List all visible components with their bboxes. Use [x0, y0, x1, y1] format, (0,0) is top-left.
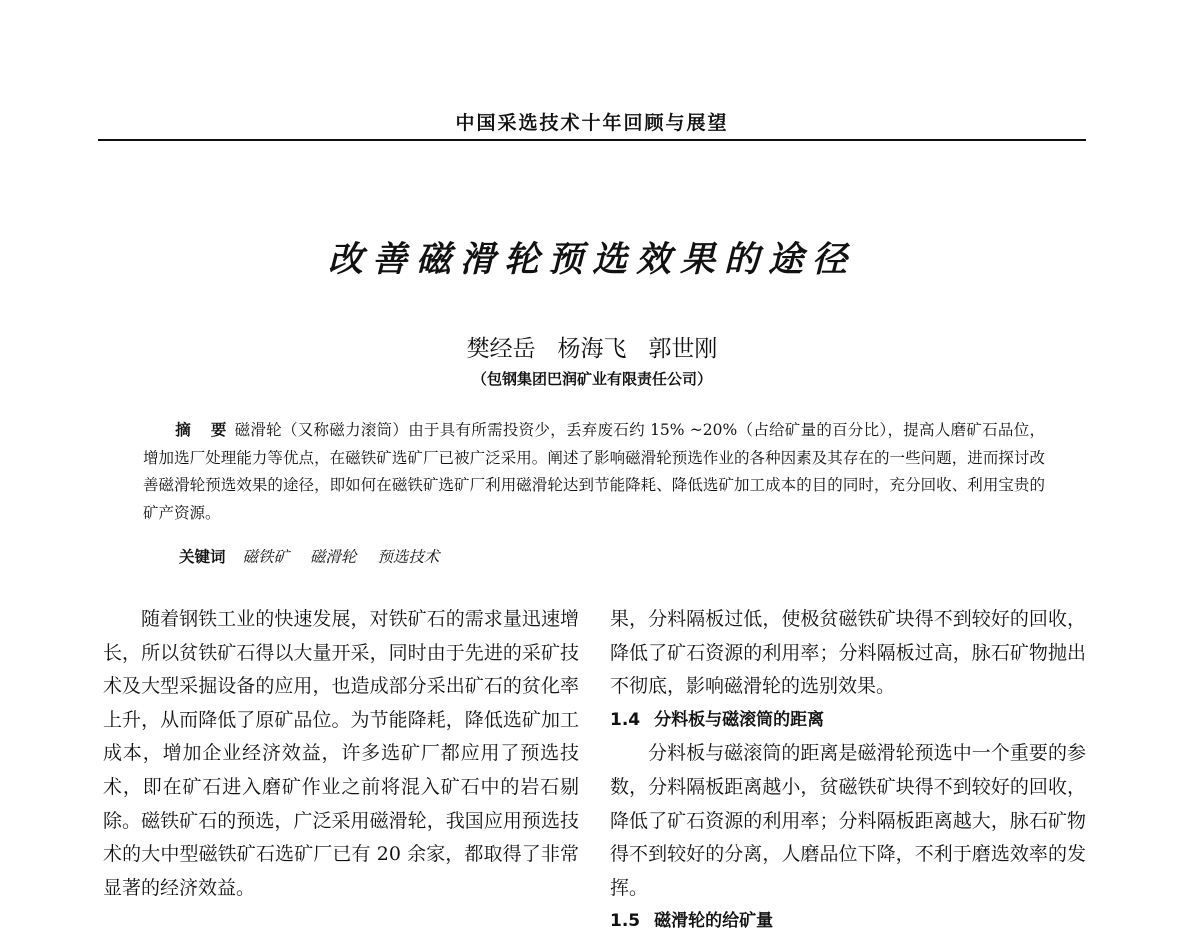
article-title: 改善磁滑轮预选效果的途径: [327, 239, 856, 280]
body-paragraph: 随着钢铁工业的快速发展，对铁矿石的需求量迅速增长，所以贫铁矿石得以大量开采，同时由于先进的采矿技术及大型采掘设备的应用，也造成部分采出矿石的贫化率上升，从而降低了原矿品位。为节能降耗，降低选矿加工成本，增加企业经济效益，许多选矿厂都应用了预选技术，即在矿石进入磨矿作业之前将混入矿石中的岩石剔除。磁铁矿石的预选，广泛采用磁滑轮，我国应用预选技术的大中型磁铁矿石选矿厂已有 20 余家，都取得了非常显著的经济效益。: [103, 608, 579, 899]
body-column-right: [610, 603, 1086, 939]
section-title: 磁滑轮的给矿量: [654, 911, 774, 932]
section-number: 1.4: [610, 709, 641, 730]
body-paragraph-continued: 果，分料隔板过低，使极贫磁铁矿块得不到较好的回收，降低了矿石资源的利用率；分料隔板过高，脉石矿物抛出不彻底，影响磁滑轮的选别效果。: [610, 608, 1086, 698]
keyword-item: 预选技术: [377, 548, 440, 566]
body-paragraph: 分料板与磁滚筒的距离是磁滑轮预选中一个重要的参数，分料隔板距离越小，贫磁铁矿块得不到较好的回收，降低了矿石资源的利用率；分料隔板距离越大，脉石矿物得不到较好的分离，人磨品位下降，不利于磨选效率的发挥。: [610, 742, 1086, 899]
abstract-block: [143, 416, 1045, 527]
body-column-left: [103, 603, 579, 905]
author-list: 樊经岳 杨海飞 郭世刚: [466, 336, 718, 362]
section-heading-1-5: [610, 905, 1086, 939]
section-heading-1-4: [610, 704, 1086, 738]
author-affiliation: （包钢集团巴润矿业有限责任公司）: [471, 370, 712, 388]
section-title: 分料板与磁滚筒的距离: [654, 709, 825, 730]
section-number: 1.5: [610, 911, 641, 932]
header-rule: [98, 139, 1086, 141]
keyword-item: 磁铁矿: [242, 548, 289, 566]
keywords-line: [179, 545, 455, 567]
keyword-item: 磁滑轮: [309, 548, 357, 566]
running-head-title: 中国采选技术十年回顾与展望: [455, 112, 729, 134]
abstract-label: 摘 要: [175, 420, 229, 439]
abstract-text: 磁滑轮（又称磁力滚筒）由于具有所需投资少，丢弃废石约 15% ~20%（占给矿量的百分比），提高人磨矿石品位，增加选厂处理能力等优点，在磁铁矿选矿厂已被广泛采用。阐述了影响磁滑轮预选作业的各种因素及其存在的一些问题，进而探讨改善磁滑轮预选效果的途径，即如何在磁铁矿选矿厂利用磁滑轮达到节能降耗、降低选矿加工成本的目的同时，充分回收、利用宝贵的矿产资源。: [143, 421, 1045, 522]
keywords-label: 关键词: [179, 547, 226, 566]
